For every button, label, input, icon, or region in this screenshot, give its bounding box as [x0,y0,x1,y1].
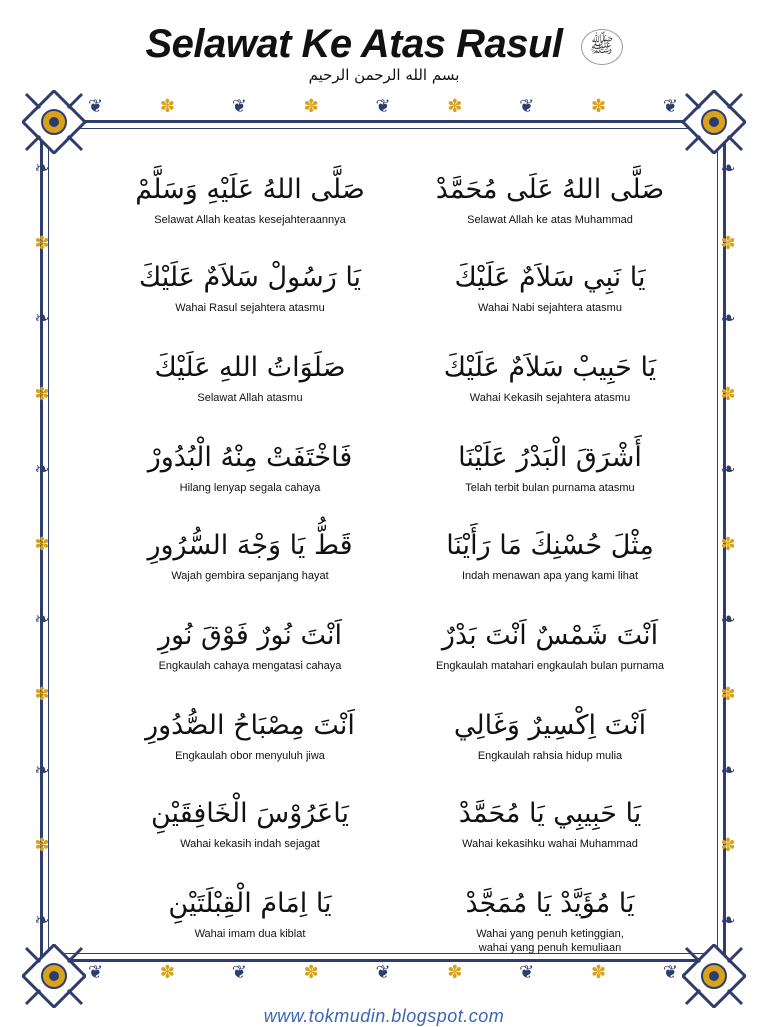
floral-ornament-icon: ❧ [720,909,736,931]
frame-ornaments-left [30,160,54,930]
verse-translation: Wahai Kekasih sejahtera atasmu [469,392,631,404]
floral-ornament-icon: ✽ [447,962,463,983]
verse-arabic: يَا اِمَامَ الْقِبْلَتَيْنِ [168,888,332,919]
verse-block [400,258,700,315]
floral-ornament-icon: ❦ [519,96,535,117]
floral-ornament-icon: ✽ [159,96,175,117]
verse-translation: Engkaulah rahsia hidup mulia [477,750,623,762]
verse-arabic: صَلَوَاتُ اللهِ عَلَيْكَ [154,352,346,383]
verse-block [400,706,700,763]
verse-block [100,438,400,495]
verse-block [100,348,400,405]
source-url: www.tokmudin.blogspot.com [263,1006,505,1026]
floral-ornament-icon: ❦ [375,962,391,983]
floral-ornament-icon: ✽ [447,96,463,117]
floral-ornament-icon: ❦ [231,962,247,983]
verse-arabic: يَا حَبِيبْ سَلاَمٌ عَلَيْكَ [443,352,657,383]
verse-block [400,884,700,955]
verse-block [400,794,700,851]
floral-ornament-icon: ❦ [519,962,535,983]
verse-translation: Selawat Allah keatas kesejahteraannya [154,214,346,226]
verse-arabic: اَنْتَ اِكْسِيرٌ وَغَالِي [453,710,647,741]
verse-arabic: صَلَّى اللهُ عَلَى مُحَمَّدْ [435,174,665,205]
floral-ornament-icon: ❧ [34,909,50,931]
floral-ornament-icon: ❧ [720,308,736,330]
verse-arabic: اَنْتَ مِصْبَاحُ الصُّدُورِ [145,710,355,741]
verse-block [400,170,700,227]
verse-translation: Wahai kekasihku wahai Muhammad [462,838,638,850]
verse-translation: Wahai kekasih indah sejagat [180,838,320,850]
verse-translation: Selawat Allah atasmu [197,392,303,404]
verse-translation: Wahai imam dua kiblat [194,928,306,940]
verse-block [100,706,400,763]
verse-arabic: اَنْتَ نُورٌ فَوْقَ نُورِ [157,620,343,651]
frame-ornaments-top [88,94,678,120]
floral-ornament-icon: ✽ [34,834,50,856]
verse-arabic: مِثْلَ حُسْنِكَ مَا رَأَيْنَا [446,530,654,561]
floral-ornament-icon: ✽ [34,533,50,555]
saw-calligraphy: ﷺ [581,29,623,65]
floral-ornament-icon: ❦ [662,96,678,117]
floral-ornament-icon: ✽ [720,383,736,405]
floral-ornament-icon: ✽ [720,834,736,856]
verse-arabic: أَشْرَقَ الْبَدْرُ عَلَيْنَا [458,442,642,473]
verse-block [100,526,400,583]
verse-arabic: اَنْتَ شَمْسٌ اَنْتَ بَدْرٌ [441,620,659,651]
floral-ornament-icon: ❧ [720,609,736,631]
floral-ornament-icon: ✽ [34,233,50,255]
verse-translation: Telah terbit bulan purnama atasmu [465,482,635,494]
floral-ornament-icon: ❧ [34,158,50,179]
corner-ornament-icon [682,90,746,154]
floral-ornament-icon: ❧ [720,458,736,480]
verse-translation: Engkaulah obor menyuluh jiwa [175,750,325,762]
floral-ornament-icon: ❧ [34,609,50,631]
floral-ornament-icon: ✽ [720,233,736,255]
floral-ornament-icon: ✽ [303,96,319,117]
floral-ornament-icon: ❦ [88,96,104,117]
floral-ornament-icon: ✽ [591,96,607,117]
floral-ornament-icon: ❧ [34,759,50,781]
verse-translation: Wahai Nabi sejahtera atasmu [478,302,622,314]
floral-ornament-icon: ❦ [231,96,247,117]
floral-ornament-icon: ❧ [34,308,50,330]
corner-ornament-icon [22,944,86,1008]
floral-ornament-icon: ✽ [720,533,736,555]
verse-block [400,438,700,495]
verse-block [100,884,400,941]
verse-block [400,348,700,405]
verse-arabic: يَا رَسُولْ سَلاَمٌ عَلَيْكَ [138,262,362,293]
floral-ornament-icon: ✽ [159,962,175,983]
title-row [0,16,768,72]
verse-arabic: صَلَّى اللهُ عَلَيْهِ وَسَلَّمْ [135,174,365,205]
verse-translation: Selawat Allah ke atas Muhammad [467,214,633,226]
verse-block [100,794,400,851]
verse-arabic: يَاعَرُوْسَ الْخَافِقَيْنِ [151,798,349,829]
verse-arabic: يَا حَبِيبِي يَا مُحَمَّدْ [458,798,642,829]
verse-translation: Wahai yang penuh ketinggian, wahai yang penuh kemuliaan [476,928,624,954]
verse-grid [110,162,694,982]
verse-arabic: قَطُّ يَا وَجْهَ السُّرُورِ [147,530,353,561]
bismillah: بسم الله الرحمن الرحيم [308,66,460,84]
floral-ornament-icon: ✽ [34,684,50,706]
floral-ornament-icon: ✽ [720,684,736,706]
verse-arabic: فَاخْتَفَتْ مِنْهُ الْبُدُورْ [147,442,353,473]
corner-ornament-icon [22,90,86,154]
verse-translation: Wajah gembira sepanjang hayat [171,570,329,582]
floral-ornament-icon: ✽ [34,383,50,405]
verse-arabic: يَا مُؤَيَّدْ يَا مُمَجَّدْ [465,888,635,919]
frame-ornaments-right [716,160,740,930]
verse-arabic: يَا نَبِي سَلاَمٌ عَلَيْكَ [454,262,646,293]
floral-ornament-icon: ❧ [34,458,50,480]
floral-ornament-icon: ❧ [720,759,736,781]
verse-translation: Wahai Rasul sejahtera atasmu [175,302,325,314]
floral-ornament-icon: ✽ [303,962,319,983]
verse-translation: Indah menawan apa yang kami lihat [461,570,639,582]
verse-block [400,526,700,583]
floral-ornament-icon: ❦ [662,962,678,983]
verse-translation: Hilang lenyap segala cahaya [179,482,321,494]
verse-block [100,616,400,673]
verse-block [100,170,400,227]
floral-ornament-icon: ❦ [375,96,391,117]
verse-translation: Engkaulah matahari engkaulah bulan purnama [435,660,665,672]
page-title: Selawat Ke Atas Rasul [145,21,563,66]
verse-translation: Engkaulah cahaya mengatasi cahaya [158,660,342,672]
verse-block [100,258,400,315]
floral-ornament-icon: ✽ [591,962,607,983]
verse-block [400,616,700,673]
floral-ornament-icon: ❧ [720,158,736,179]
floral-ornament-icon: ❦ [88,962,104,983]
